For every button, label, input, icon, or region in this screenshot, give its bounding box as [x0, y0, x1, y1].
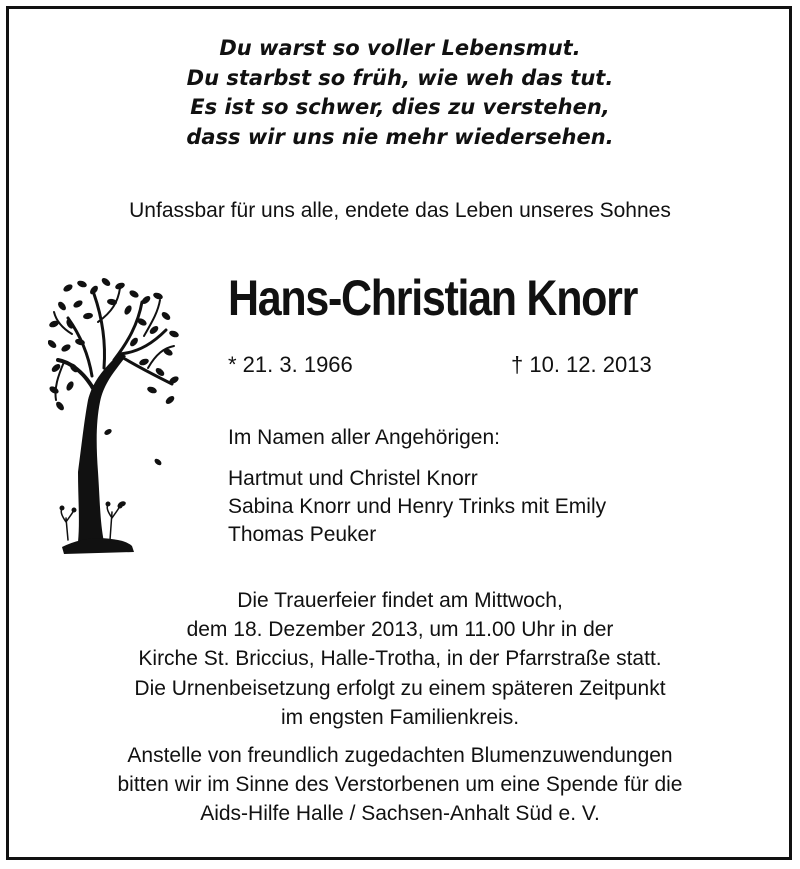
poem-line: Du starbst so früh, wie weh das tut. [186, 65, 614, 90]
poem-line: Es ist so schwer, dies zu verstehen, [190, 95, 610, 119]
donation-line: bitten wir im Sinne des Verstorbenen um eine Spende für die [117, 773, 683, 796]
intro-text: Unfassbar für uns alle, endete das Leben unseres Sohnes [129, 199, 671, 222]
service-line: Die Trauerfeier findet am Mittwoch, [237, 589, 563, 612]
donation-info [0, 741, 800, 828]
service-line: Die Urnenbeisetzung erfolgt zu einem späteren Zeitpunkt [134, 676, 666, 700]
family-list [228, 465, 606, 549]
donation-line: Anstelle von freundlich zugedachten Blumenzuwendungen [127, 744, 673, 767]
poem [0, 34, 800, 152]
family-member: Sabina Knorr und Henry Trinks mit Emily [228, 495, 607, 518]
family-member: Thomas Peuker [228, 523, 377, 546]
poem-line: Du warst so voller Lebensmut. [219, 36, 581, 60]
deceased-name: Hans-Christian Knorr [228, 270, 638, 326]
death-date: † 10. 12. 2013 [511, 352, 652, 377]
donation-line: Aids-Hilfe Halle / Sachsen-Anhalt Süd e. V. [200, 802, 600, 825]
signoff-heading: Im Namen aller Angehörigen: [228, 426, 500, 449]
service-line: im engsten Familienkreis. [280, 705, 520, 729]
family-member: Hartmut und Christel Knorr [228, 467, 478, 490]
poem-line: dass wir uns nie mehr wiedersehen. [186, 124, 614, 149]
tree-icon [48, 272, 180, 562]
birth-date: * 21. 3. 1966 [228, 352, 353, 377]
service-info [0, 586, 800, 732]
service-line: dem 18. Dezember 2013, um 11.00 Uhr in der [186, 618, 614, 642]
service-line: Kirche St. Briccius, Halle-Trotha, in der Pfarrstraße statt. [138, 647, 662, 671]
